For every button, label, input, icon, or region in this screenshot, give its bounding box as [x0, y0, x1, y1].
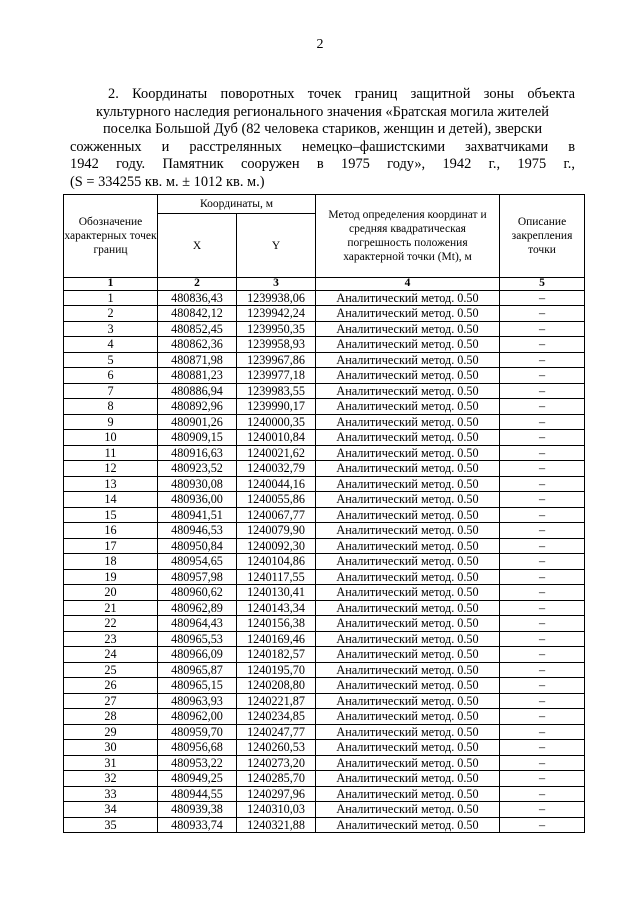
point-number-cell: 26	[64, 678, 158, 694]
method-cell: Аналитический метод. 0.50	[316, 631, 500, 647]
description-cell: –	[500, 693, 585, 709]
y-coordinate-cell: 1240092,30	[237, 538, 316, 554]
method-cell: Аналитический метод. 0.50	[316, 600, 500, 616]
heading-line: культурного наследия регионального значения «Братская могила жителей	[96, 103, 549, 120]
column-number: 5	[500, 278, 585, 291]
column-number: 3	[237, 278, 316, 291]
description-cell: –	[500, 507, 585, 523]
x-coordinate-cell: 480852,45	[158, 321, 237, 337]
y-coordinate-cell: 1240297,96	[237, 786, 316, 802]
x-coordinate-cell: 480950,84	[158, 538, 237, 554]
x-coordinate-cell: 480916,63	[158, 445, 237, 461]
point-number-cell: 13	[64, 476, 158, 492]
x-coordinate-cell: 480965,15	[158, 678, 237, 694]
description-cell: –	[500, 724, 585, 740]
table-row	[64, 724, 585, 740]
method-cell: Аналитический метод. 0.50	[316, 306, 500, 322]
x-coordinate-cell: 480881,23	[158, 368, 237, 384]
method-cell: Аналитический метод. 0.50	[316, 709, 500, 725]
method-cell: Аналитический метод. 0.50	[316, 352, 500, 368]
method-cell: Аналитический метод. 0.50	[316, 337, 500, 353]
description-cell: –	[500, 786, 585, 802]
method-cell: Аналитический метод. 0.50	[316, 554, 500, 570]
method-cell: Аналитический метод. 0.50	[316, 817, 500, 833]
method-cell: Аналитический метод. 0.50	[316, 771, 500, 787]
description-cell: –	[500, 802, 585, 818]
y-coordinate-cell: 1240285,70	[237, 771, 316, 787]
point-number-cell: 8	[64, 399, 158, 415]
heading-line: (S = 334255 кв. м. ± 1012 кв. м.)	[70, 173, 265, 190]
table-row	[64, 740, 585, 756]
y-coordinate-cell: 1240010,84	[237, 430, 316, 446]
y-coordinate-cell: 1240104,86	[237, 554, 316, 570]
y-coordinate-cell: 1240156,38	[237, 616, 316, 632]
point-number-cell: 14	[64, 492, 158, 508]
x-coordinate-cell: 480966,09	[158, 647, 237, 663]
column-number: 2	[158, 278, 237, 291]
method-cell: Аналитический метод. 0.50	[316, 538, 500, 554]
column-number: 1	[64, 278, 158, 291]
table-row	[64, 414, 585, 430]
method-cell: Аналитический метод. 0.50	[316, 290, 500, 306]
y-coordinate-cell: 1240310,03	[237, 802, 316, 818]
y-coordinate-cell: 1239977,18	[237, 368, 316, 384]
y-coordinate-cell: 1240032,79	[237, 461, 316, 477]
method-cell: Аналитический метод. 0.50	[316, 662, 500, 678]
description-cell: –	[500, 538, 585, 554]
table-row	[64, 337, 585, 353]
table-row	[64, 399, 585, 415]
x-coordinate-cell: 480953,22	[158, 755, 237, 771]
point-number-cell: 10	[64, 430, 158, 446]
table-row	[64, 786, 585, 802]
method-cell: Аналитический метод. 0.50	[316, 740, 500, 756]
x-coordinate-cell: 480886,94	[158, 383, 237, 399]
table-row	[64, 352, 585, 368]
description-cell: –	[500, 321, 585, 337]
heading-line: поселка Большой Дуб (82 человека стариков, женщин и детей), зверски	[102, 121, 543, 138]
y-coordinate-cell: 1240130,41	[237, 585, 316, 601]
description-cell: –	[500, 600, 585, 616]
point-number-cell: 9	[64, 414, 158, 430]
description-cell: –	[500, 647, 585, 663]
point-number-cell: 31	[64, 755, 158, 771]
method-cell: Аналитический метод. 0.50	[316, 321, 500, 337]
y-coordinate-cell: 1240221,87	[237, 693, 316, 709]
description-cell: –	[500, 368, 585, 384]
description-cell: –	[500, 631, 585, 647]
table-row	[64, 306, 585, 322]
x-coordinate-cell: 480957,98	[158, 569, 237, 585]
point-number-cell: 30	[64, 740, 158, 756]
method-cell: Аналитический метод. 0.50	[316, 786, 500, 802]
y-coordinate-cell: 1240182,57	[237, 647, 316, 663]
x-coordinate-cell: 480892,96	[158, 399, 237, 415]
point-number-cell: 24	[64, 647, 158, 663]
table-row	[64, 445, 585, 461]
heading-line: 1942 году. Памятник сооружен в 1975 году», 1942 г., 1975 г.,	[70, 156, 575, 173]
y-coordinate-cell: 1240117,55	[237, 569, 316, 585]
method-cell: Аналитический метод. 0.50	[316, 476, 500, 492]
method-cell: Аналитический метод. 0.50	[316, 693, 500, 709]
point-number-cell: 33	[64, 786, 158, 802]
table-row	[64, 569, 585, 585]
method-cell: Аналитический метод. 0.50	[316, 507, 500, 523]
point-number-cell: 6	[64, 368, 158, 384]
description-cell: –	[500, 430, 585, 446]
description-cell: –	[500, 771, 585, 787]
point-number-cell: 34	[64, 802, 158, 818]
description-cell: –	[500, 662, 585, 678]
column-number-row	[64, 278, 585, 291]
x-coordinate-cell: 480965,87	[158, 662, 237, 678]
y-coordinate-cell: 1240260,53	[237, 740, 316, 756]
y-coordinate-cell: 1240208,80	[237, 678, 316, 694]
point-number-cell: 19	[64, 569, 158, 585]
method-cell: Аналитический метод. 0.50	[316, 492, 500, 508]
table-row	[64, 817, 585, 833]
table-row	[64, 461, 585, 477]
x-coordinate-cell: 480936,00	[158, 492, 237, 508]
method-cell: Аналитический метод. 0.50	[316, 724, 500, 740]
header-description: Описание закрепления точки	[500, 195, 585, 278]
y-coordinate-cell: 1240079,90	[237, 523, 316, 539]
description-cell: –	[500, 476, 585, 492]
point-number-cell: 28	[64, 709, 158, 725]
method-cell: Аналитический метод. 0.50	[316, 445, 500, 461]
point-number-cell: 27	[64, 693, 158, 709]
table-row	[64, 507, 585, 523]
table-row	[64, 662, 585, 678]
description-cell: –	[500, 616, 585, 632]
x-coordinate-cell: 480862,36	[158, 337, 237, 353]
point-number-cell: 29	[64, 724, 158, 740]
point-number-cell: 3	[64, 321, 158, 337]
x-coordinate-cell: 480933,74	[158, 817, 237, 833]
description-cell: –	[500, 445, 585, 461]
description-cell: –	[500, 678, 585, 694]
point-number-cell: 2	[64, 306, 158, 322]
table-row	[64, 290, 585, 306]
table-row	[64, 538, 585, 554]
description-cell: –	[500, 740, 585, 756]
table-row	[64, 678, 585, 694]
heading-line: 2. Координаты поворотных точек границ защитной зоны объекта	[108, 86, 575, 102]
point-number-cell: 25	[64, 662, 158, 678]
table-row	[64, 647, 585, 663]
y-coordinate-cell: 1239967,86	[237, 352, 316, 368]
table-row	[64, 430, 585, 446]
description-cell: –	[500, 709, 585, 725]
x-coordinate-cell: 480842,12	[158, 306, 237, 322]
y-coordinate-cell: 1240273,20	[237, 755, 316, 771]
coordinates-table	[63, 194, 585, 833]
y-coordinate-cell: 1240044,16	[237, 476, 316, 492]
description-cell: –	[500, 755, 585, 771]
table-row	[64, 616, 585, 632]
method-cell: Аналитический метод. 0.50	[316, 383, 500, 399]
x-coordinate-cell: 480930,08	[158, 476, 237, 492]
method-cell: Аналитический метод. 0.50	[316, 399, 500, 415]
method-cell: Аналитический метод. 0.50	[316, 523, 500, 539]
y-coordinate-cell: 1240234,85	[237, 709, 316, 725]
description-cell: –	[500, 585, 585, 601]
description-cell: –	[500, 383, 585, 399]
description-cell: –	[500, 399, 585, 415]
point-number-cell: 5	[64, 352, 158, 368]
method-cell: Аналитический метод. 0.50	[316, 461, 500, 477]
point-number-cell: 7	[64, 383, 158, 399]
method-cell: Аналитический метод. 0.50	[316, 368, 500, 384]
point-number-cell: 20	[64, 585, 158, 601]
description-cell: –	[500, 554, 585, 570]
y-coordinate-cell: 1239983,55	[237, 383, 316, 399]
point-number-cell: 16	[64, 523, 158, 539]
point-number-cell: 1	[64, 290, 158, 306]
description-cell: –	[500, 523, 585, 539]
method-cell: Аналитический метод. 0.50	[316, 414, 500, 430]
x-coordinate-cell: 480960,62	[158, 585, 237, 601]
description-cell: –	[500, 352, 585, 368]
y-coordinate-cell: 1240021,62	[237, 445, 316, 461]
point-number-cell: 15	[64, 507, 158, 523]
column-number: 4	[316, 278, 500, 291]
x-coordinate-cell: 480965,53	[158, 631, 237, 647]
table-row	[64, 554, 585, 570]
x-coordinate-cell: 480944,55	[158, 786, 237, 802]
x-coordinate-cell: 480962,00	[158, 709, 237, 725]
method-cell: Аналитический метод. 0.50	[316, 647, 500, 663]
x-coordinate-cell: 480956,68	[158, 740, 237, 756]
x-coordinate-cell: 480959,70	[158, 724, 237, 740]
description-cell: –	[500, 337, 585, 353]
table-row	[64, 600, 585, 616]
heading-line: сожженных и расстрелянных немецко–фашистскими захватчиками в	[70, 138, 575, 155]
y-coordinate-cell: 1239938,06	[237, 290, 316, 306]
y-coordinate-cell: 1240067,77	[237, 507, 316, 523]
header-coordinates: Координаты, м	[158, 195, 316, 214]
x-coordinate-cell: 480909,15	[158, 430, 237, 446]
method-cell: Аналитический метод. 0.50	[316, 755, 500, 771]
table-row	[64, 802, 585, 818]
point-number-cell: 23	[64, 631, 158, 647]
header-method: Метод определения координат и средняя квадратическая погрешность положения характерной точки (Mt), м	[316, 195, 500, 278]
x-coordinate-cell: 480954,65	[158, 554, 237, 570]
description-cell: –	[500, 817, 585, 833]
y-coordinate-cell: 1240247,77	[237, 724, 316, 740]
description-cell: –	[500, 492, 585, 508]
point-number-cell: 4	[64, 337, 158, 353]
x-coordinate-cell: 480939,38	[158, 802, 237, 818]
x-coordinate-cell: 480871,98	[158, 352, 237, 368]
y-coordinate-cell: 1239950,35	[237, 321, 316, 337]
table-row	[64, 755, 585, 771]
header-x: X	[158, 214, 237, 278]
x-coordinate-cell: 480836,43	[158, 290, 237, 306]
x-coordinate-cell: 480962,89	[158, 600, 237, 616]
point-number-cell: 11	[64, 445, 158, 461]
point-number-cell: 21	[64, 600, 158, 616]
table-row	[64, 709, 585, 725]
point-number-cell: 17	[64, 538, 158, 554]
table-body	[64, 290, 585, 833]
table-row	[64, 693, 585, 709]
point-number-cell: 32	[64, 771, 158, 787]
table-row	[64, 476, 585, 492]
point-number-cell: 12	[64, 461, 158, 477]
y-coordinate-cell: 1240169,46	[237, 631, 316, 647]
table-row	[64, 383, 585, 399]
y-coordinate-cell: 1240321,88	[237, 817, 316, 833]
point-number-cell: 35	[64, 817, 158, 833]
method-cell: Аналитический метод. 0.50	[316, 585, 500, 601]
method-cell: Аналитический метод. 0.50	[316, 569, 500, 585]
header-point: Обозначение характерных точек границ	[64, 195, 158, 278]
x-coordinate-cell: 480963,93	[158, 693, 237, 709]
description-cell: –	[500, 306, 585, 322]
method-cell: Аналитический метод. 0.50	[316, 430, 500, 446]
method-cell: Аналитический метод. 0.50	[316, 616, 500, 632]
x-coordinate-cell: 480923,52	[158, 461, 237, 477]
y-coordinate-cell: 1240195,70	[237, 662, 316, 678]
method-cell: Аналитический метод. 0.50	[316, 802, 500, 818]
table-row	[64, 631, 585, 647]
x-coordinate-cell: 480949,25	[158, 771, 237, 787]
header-y: Y	[237, 214, 316, 278]
section-heading	[70, 86, 575, 192]
table-row	[64, 492, 585, 508]
description-cell: –	[500, 414, 585, 430]
x-coordinate-cell: 480901,26	[158, 414, 237, 430]
y-coordinate-cell: 1240000,35	[237, 414, 316, 430]
point-number-cell: 22	[64, 616, 158, 632]
description-cell: –	[500, 290, 585, 306]
table-row	[64, 321, 585, 337]
table-row	[64, 771, 585, 787]
y-coordinate-cell: 1240143,34	[237, 600, 316, 616]
table-row	[64, 585, 585, 601]
y-coordinate-cell: 1239942,24	[237, 306, 316, 322]
y-coordinate-cell: 1239958,93	[237, 337, 316, 353]
page-number: 2	[316, 37, 324, 52]
point-number-cell: 18	[64, 554, 158, 570]
y-coordinate-cell: 1239990,17	[237, 399, 316, 415]
x-coordinate-cell: 480964,43	[158, 616, 237, 632]
description-cell: –	[500, 569, 585, 585]
method-cell: Аналитический метод. 0.50	[316, 678, 500, 694]
table-row	[64, 368, 585, 384]
table-row	[64, 523, 585, 539]
description-cell: –	[500, 461, 585, 477]
y-coordinate-cell: 1240055,86	[237, 492, 316, 508]
x-coordinate-cell: 480946,53	[158, 523, 237, 539]
x-coordinate-cell: 480941,51	[158, 507, 237, 523]
